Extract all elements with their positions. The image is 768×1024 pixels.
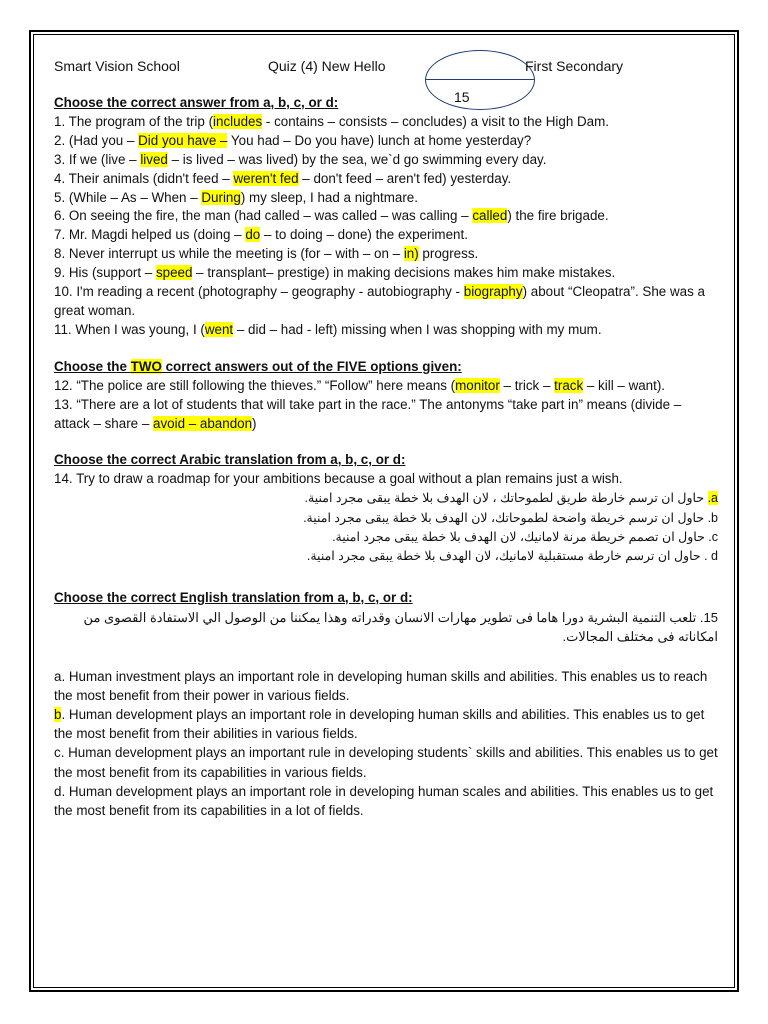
section-title-two-answers: Choose the TWO correct answers out of the FIVE options given: bbox=[54, 358, 462, 374]
question-3: 3. If we (live – lived – is lived – was lived) by the sea, we`d go swimming every day. bbox=[54, 151, 547, 167]
school-name: Smart Vision School bbox=[54, 58, 180, 74]
answer-highlight: speed bbox=[155, 265, 193, 281]
answer-highlight: do bbox=[245, 227, 261, 243]
section-title-arabic-translation: Choose the correct Arabic translation from a, b, c, or d: bbox=[54, 452, 406, 468]
answer-highlight: lived bbox=[140, 151, 168, 167]
question-7: 7. Mr. Magdi helped us (doing – do – to doing – done) the experiment. bbox=[54, 227, 468, 243]
question-6: 6. On seeing the fire, the man (had called – was called – was calling – called) the fire brigade. bbox=[54, 208, 609, 224]
option-d-english: d. Human development plays an important role in developing human scales and abilities. This enables us to get the most benefit from its capabilities in a lot of fields. bbox=[54, 783, 714, 818]
option-a-english: a. Human investment plays an important role in developing human skills and abilities. This enables us to reach the most benefit from their power in various fields. bbox=[54, 668, 708, 703]
title-highlight: TWO bbox=[130, 358, 162, 374]
answer-highlight: weren't fed bbox=[233, 170, 299, 186]
quiz-title: Quiz (4) New Hello bbox=[268, 58, 386, 74]
question-12: 12. “The police are still following the thieves.” “Follow” here means (monitor – trick – track – kill – want). bbox=[54, 377, 666, 393]
score-divider bbox=[426, 79, 534, 80]
option-c-english: c. Human development plays an important rule in developing students` skills and abilities. This enables us to get the most benefit from its capabilities in various fields. bbox=[54, 745, 718, 780]
option-b-arabic: b. حاول ان ترسم خريطة واضحة لطموحاتك، لان الهدف بلا خطة يبقى مجرد امنية. bbox=[303, 510, 718, 525]
section-title-mcq: Choose the correct answer from a, b, c, or d: bbox=[54, 95, 339, 110]
question-13: 13. “There are a lot of students that will take part in the race.” The antonyms “take part in” means (divide – attack – share – avoid – abandon) bbox=[54, 396, 682, 431]
option-b-english: b. Human development plays an important role in developing human skills and abilities. This enables us to get the most benefit from their abilities in various fields. bbox=[54, 706, 705, 742]
grade-label: First Secondary bbox=[525, 58, 624, 74]
question-14: 14. Try to draw a roadmap for your ambitions because a goal without a plan remains just a wish. bbox=[54, 471, 623, 487]
answer-highlight: Did you have – bbox=[138, 132, 228, 148]
question-9: 9. His (support – speed – transplant– prestige) in making decisions makes him make mistakes. bbox=[54, 265, 616, 281]
question-5: 5. (While – As – When – During) my sleep, I had a nightmare. bbox=[54, 189, 418, 205]
question-10: 10. I'm reading a recent (photography – geography - autobiography - biography) about “Cleopatra”. She was a great woman. bbox=[54, 284, 705, 318]
answer-highlight: in) bbox=[403, 246, 419, 262]
answer-highlight: biography bbox=[463, 284, 523, 300]
answer-highlight: includes bbox=[213, 113, 263, 129]
question-11: 11. When I was young, I (went – did – had - left) missing when I was shopping with my mum. bbox=[54, 321, 602, 337]
question-8: 8. Never interrupt us while the meeting is (for – with – on – in) progress. bbox=[54, 246, 479, 262]
option-a-arabic: a. حاول ان ترسم خارطة طريق لطموحاتك ، لان الهدف بلا خطة يبقى مجرد امنية. bbox=[304, 491, 718, 506]
answer-highlight: avoid – abandon bbox=[153, 415, 253, 431]
answer-highlight: During bbox=[201, 189, 241, 205]
option-d-arabic: d . حاول ان ترسم خارطة مستقبلية لامانيك، لان الهدف بلا خطة يبقى مجرد امنية. bbox=[306, 549, 718, 564]
quiz-content bbox=[54, 94, 718, 820]
answer-highlight: monitor bbox=[455, 377, 500, 393]
question-1: 1. The program of the trip (includes - contains – consists – concludes) a visit to the High Dam. bbox=[54, 113, 609, 129]
question-2: 2. (Had you – Did you have – You had – Do you have) lunch at home yesterday? bbox=[54, 132, 532, 148]
section-title-english-translation: Choose the correct English translation from a, b, c, or d: bbox=[54, 589, 413, 605]
answer-highlight: went bbox=[204, 321, 234, 337]
answer-highlight: called bbox=[472, 208, 508, 224]
answer-highlight: a. bbox=[707, 491, 718, 506]
question-4: 4. Their animals (didn't feed – weren't fed – don't feed – aren't fed) yesterday. bbox=[54, 170, 512, 186]
question-15-arabic: 15. تلعب التنمية البشرية دورا هاما فى تطوير مهارات الانسان وقدراته وهذا يمكننا من الوصول الي الاستفادة القصوى من امكاناته فى مختلف المجالات. bbox=[83, 609, 718, 645]
answer-highlight: track bbox=[554, 377, 584, 393]
option-c-arabic: c. حاول ان تصمم خريطة مرنة لامانيك، لان الهدف بلا خطة يبقى مجرد امنية. bbox=[332, 530, 718, 545]
answer-highlight: b bbox=[54, 706, 62, 722]
score-value: 15 bbox=[454, 89, 470, 105]
